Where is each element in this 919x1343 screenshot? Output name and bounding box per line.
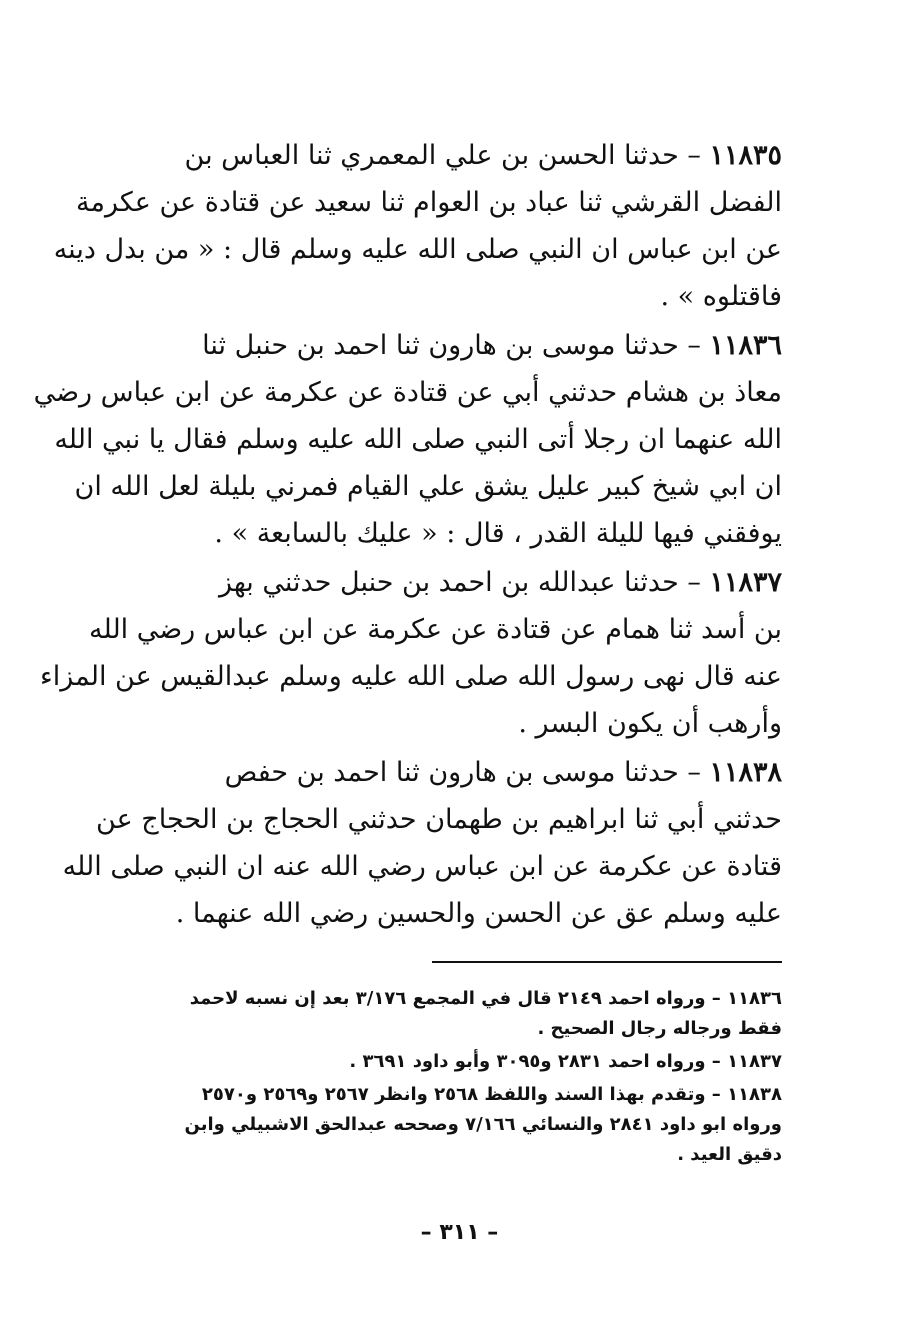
footnote-11836 [78,984,782,1044]
hadith-line: فاقتلوه » . [660,281,782,312]
page-number: – ٣١١ – [420,1220,499,1245]
hadith-number: ١١٨٣٥ [709,140,782,171]
hadith-11835 [53,132,782,320]
hadith-line: حدثني أبي ثنا ابراهيم بن طهمان حدثني الحجاج بن الحجاج عن [96,804,782,835]
hadith-line: الفضل القرشي ثنا عباد بن العوام ثنا سعيد عن قتادة عن عكرمة [76,187,782,218]
hadith-11836 [33,322,782,557]
footnote-line: ١١٨٣٧ – ورواه احمد ٢٨٣١ و٣٠٩٥ وأبو داود ٣٦٩١ . [349,1051,782,1072]
footnote-line: ١١٨٣٦ – ورواه احمد ٢١٤٩ قال في المجمع ٣/١٧٦ بعد إن نسبه لاحمد [189,988,782,1009]
hadith-11837 [40,559,782,747]
footnote-line: ورواه ابو داود ٢٨٤١ والنسائي ٧/١٦٦ وصححه عبدالحق الاشبيلي وابن [184,1114,782,1135]
hadith-line: الله عنهما ان رجلا أتى النبي صلى الله عليه وسلم فقال يا نبي الله [54,424,782,455]
hadith-line: عنه قال نهى رسول الله صلى الله عليه وسلم عبدالقيس عن المزاء [40,661,782,692]
hadith-line: يوفقني فيها لليلة القدر ، قال : « عليك بالسابعة » . [214,518,782,549]
hadith-line [78,322,782,369]
hadith-line [78,132,782,179]
footnote-11838 [78,1080,782,1170]
footnote-11837 [78,1047,782,1077]
hadith-body [33,132,782,937]
hadith-line: عليه وسلم عق عن الحسن والحسين رضي الله عنهما . [175,898,782,929]
footnote-line: ١١٨٣٨ – وتقدم بهذا السند واللفظ ٢٥٦٨ وانظر ٢٥٦٧ و٢٥٦٩ و٢٥٧٠ [201,1084,782,1105]
hadith-text: – حدثنا موسى بن هارون ثنا احمد بن حفص [224,757,701,788]
hadith-number: ١١٨٣٧ [709,567,782,598]
hadith-line: بن أسد ثنا همام عن قتادة عن عكرمة عن ابن عباس رضي الله [89,614,782,645]
footnote-line: فقط ورجاله رجال الصحيح . [537,1018,782,1039]
hadith-line: معاذ بن هشام حدثني أبي عن قتادة عن عكرمة عن ابن عباس رضي [33,377,782,408]
hadith-text: – حدثنا عبدالله بن احمد بن حنبل حدثني بهز [218,567,701,598]
hadith-11838 [62,749,782,937]
hadith-line: قتادة عن عكرمة عن ابن عباس رضي الله عنه ان النبي صلى الله [62,851,782,882]
hadith-line: وأرهب أن يكون البسر . [518,708,782,739]
hadith-text: – حدثنا موسى بن هارون ثنا احمد بن حنبل ثنا [202,330,701,361]
hadith-number: ١١٨٣٨ [709,757,782,788]
footnote-divider [432,961,782,963]
hadith-line: ان ابي شيخ كبير عليل يشق علي القيام فمرني بليلة لعل الله ان [74,471,782,502]
hadith-text: – حدثنا الحسن بن علي المعمري ثنا العباس بن [184,140,701,171]
hadith-line [78,559,782,606]
footnote-line: دقيق العيد . [677,1144,782,1165]
hadith-line [78,749,782,796]
footnotes [78,984,782,1170]
hadith-line: عن ابن عباس ان النبي صلى الله عليه وسلم قال : « من بدل دينه [53,234,782,265]
hadith-number: ١١٨٣٦ [709,330,782,361]
